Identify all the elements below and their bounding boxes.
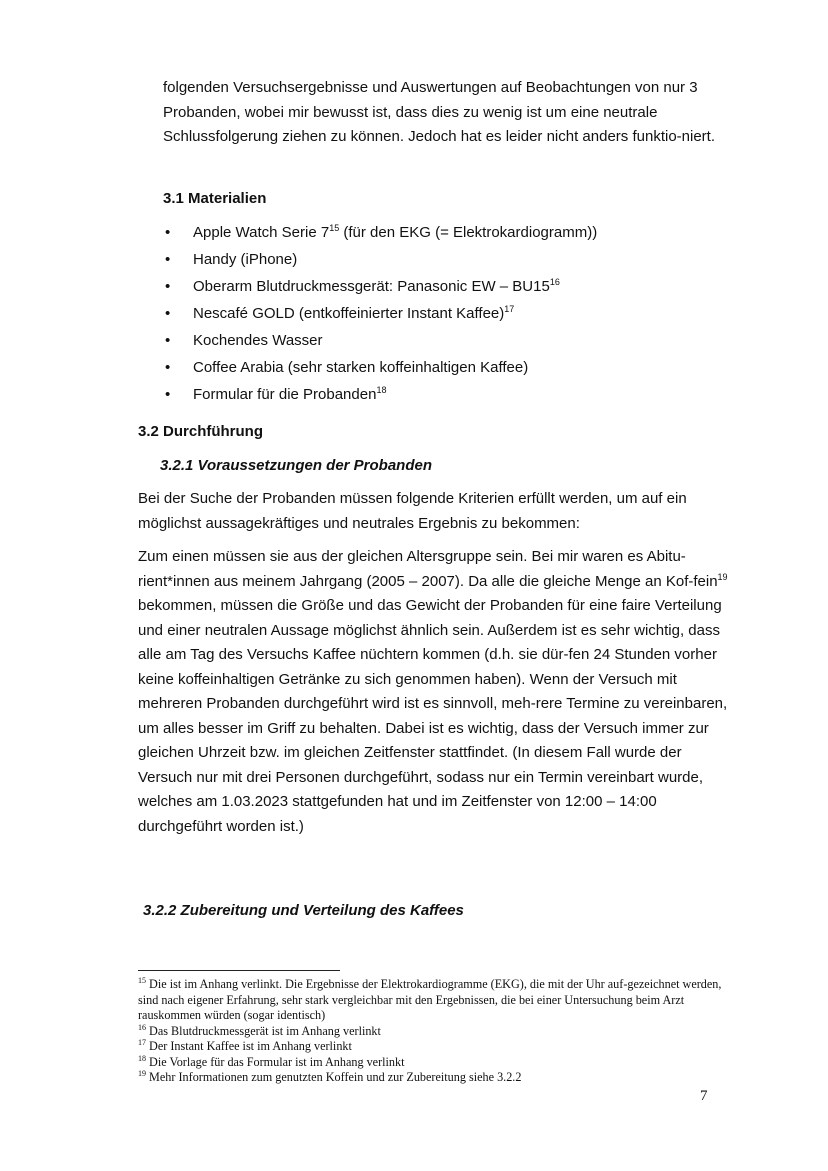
heading-materials: 3.1 Materialien [163,190,267,207]
footnote-ref: 16 [549,277,560,287]
footnote: $^{19}$ Mehr Informationen zum genutzten Koffein und zur Zubereitung siehe 3.2.2 [138,1068,522,1084]
footnote-ref: 15 [329,223,340,233]
list-item: • Kochendes Wasser [163,330,723,357]
list-item: • Coffee Arabia (sehr starken koffeinhaltigen Kaffee) [163,357,723,384]
intro-paragraph: folgenden Versuchsergebnisse und Auswertungen auf Beobachtungen von nur 3 Probanden, wobei mir bewusst ist, dass dies zu wenig ist um eine neutrale Schlussfolgerung ziehen zu können. Jedoch hat es leider nicht anders funktio-niert. [163,79,716,145]
page-number: 7 [700,1088,708,1104]
heading-execution: 3.2 Durchführung [138,423,264,440]
list-item: • Oberarm Blutdruckmessgerät: Panasonic EW – $BU15^{16}$ [163,276,723,303]
list-item: • Apple Watch Serie $7^{15}$ (für den EKG (= Elektrokardiogramm)) [163,222,723,249]
footnote-ref: 17 [504,304,515,314]
footnote: $^{17}$ Der Instant Kaffee ist im Anhang verlinkt [138,1037,352,1053]
paragraph-criteria: Bei der Suche der Probanden müssen folgende Kriterien erfüllt werden, um auf ein möglichst aussagekräftiges und neutrales Ergebnis zu bekommen: [138,490,687,532]
heading-preparation: 3.2.2 Zubereitung und Verteilung des Kaffees [143,902,464,919]
footnote: $^{15}$ Die ist im Anhang verlinkt. Die Ergebnisse der Elektrokardiogramme (EKG), die mit der Uhr auf-gezeichnet werden, sind nach eigener Erfahrung, sehr stark vergleichbar mit den Ergebnissen, die bei einer Untersuchung beim Arzt rauskommen würden (sogar identisch) [138,975,722,1022]
materials-list [163,222,723,411]
footnote: $^{16}$ Das Blutdruckmessgerät ist im Anhang verlinkt [138,1022,381,1038]
paragraph-requirements: Zum einen müssen sie aus der gleichen Altersgruppe sein. Bei mir waren es Abitu-rient*innen aus meinem Jahrgang (2005 – 2007). Da alle die gleiche Menge an Kof-fein$^{19}$ bekommen, müssen die Größe und das Gewicht der Probanden für eine faire Verteilung und einer neutralen Aussage möglichst ähnlich sein. Außerdem ist es sehr wichtig, dass alle am Tag des Versuchs Kaffee nüchtern kommen (d.h. sie dür-fen 24 Stunden vorher keine koffeinhaltigen Getränke zu sich genommen haben). Wenn der Versuch mit mehreren Probanden durchgeführt wird ist es sinnvoll, meh-rere Termine zu vereinbaren, um alles besser im Griff zu behalten. Dabei ist es wichtig, dass der Versuch immer zur gleichen Uhrzeit bzw. im gleichen Zeitfenster stattfindet. (In diesem Fall wurde der Versuch nur mit drei Personen durchgeführt, sodass nur ein Termin vereinbart wurde, welches am 1.03.2023 stattgefunden hat und im Zeitfenster von 12:00 – 14:00 durchgeführt worden ist.) [138,548,728,835]
footnote-separator [138,970,340,971]
list-item: • Handy (iPhone) [163,249,723,276]
list-item: • Formular für die Probanden$^{18}$ [163,384,723,411]
heading-requirements: 3.2.1 Voraussetzungen der Probanden [160,457,433,474]
footnote-ref: 18 [376,385,387,395]
list-item: • Nescafé GOLD (entkoffeinierter Instant Kaffee)$^{17}$ [163,303,723,330]
footnotes [138,977,726,1086]
footnote-ref: 19 [717,571,728,582]
footnote: $^{18}$ Die Vorlage für das Formular ist im Anhang verlinkt [138,1053,405,1069]
